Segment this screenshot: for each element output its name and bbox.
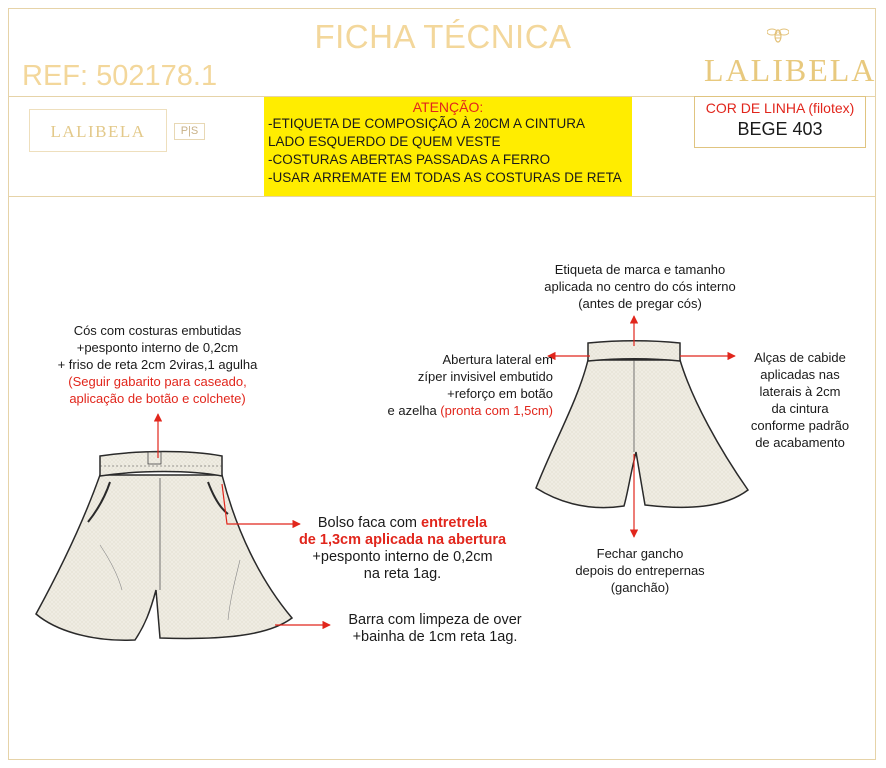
attention-title: ATENÇÃO:	[412, 99, 484, 115]
pocket-note-text: Bolso faca com	[317, 515, 422, 531]
zipper-annotation	[345, 351, 553, 419]
brand-label-note-line: (antes de pregar cós)	[578, 296, 702, 311]
hanger-note-line: de acabamento	[755, 435, 845, 450]
brand-label-note-line: aplicada no centro do cós interno	[544, 279, 736, 294]
attention-line: -ETIQUETA DE COMPOSIÇÃO À 20CM A CINTURA	[268, 116, 586, 131]
hook-note-line: Fechar gancho	[596, 546, 684, 561]
thread-color-value: BEGE 403	[737, 119, 823, 139]
waistband-note-red-line: aplicação de botão e colchete)	[69, 391, 246, 406]
waistband-note-line: +pesponto interno de 0,2cm	[76, 340, 239, 355]
attention-line: -COSTURAS ABERTAS PASSADAS A FERRO	[268, 152, 551, 167]
back-shorts-drawing	[536, 341, 748, 508]
attention-line: -USAR ARREMATE EM TODAS AS COSTURAS DE RETA	[268, 170, 622, 185]
attention-line: LADO ESQUERDO DE QUEM VESTE	[268, 134, 501, 149]
brand-label-annotation	[520, 261, 760, 312]
zipper-note-line: +reforço em botão	[447, 386, 553, 401]
hanger-note-line: conforme padrão	[750, 418, 850, 433]
hook-annotation	[555, 545, 725, 596]
label-tag: LALIBELA	[29, 109, 167, 152]
reference-code: REF: 502178.1	[22, 60, 218, 92]
front-shorts-drawing	[36, 452, 292, 641]
hem-annotation	[335, 612, 535, 646]
brand-logo: LALIBELA	[704, 52, 877, 88]
zipper-note-line: zíper invisivel embutido	[417, 369, 553, 384]
waistband-annotation	[40, 322, 275, 407]
pocket-annotation	[290, 515, 515, 583]
pocket-note-red-line: de 1,3cm aplicada na abertura	[298, 532, 507, 548]
zipper-note-red: (pronta com 1,5cm)	[440, 403, 553, 418]
front-shorts-legs	[36, 475, 292, 640]
hanger-loops-annotation	[735, 349, 865, 451]
pocket-note-line: +pesponto interno de 0,2cm	[312, 549, 493, 565]
pocket-note-line: na reta 1ag.	[363, 566, 442, 582]
size-tag: P|S	[174, 123, 205, 140]
waistband-note-red-line: (Seguir gabarito para caseado,	[68, 374, 247, 389]
hook-note-line: depois do entrepernas	[575, 563, 705, 578]
hanger-note-line: da cintura	[771, 401, 829, 416]
page-title: FICHA TÉCNICA	[314, 18, 572, 55]
waistband-note-line: + friso de reta 2cm 2viras,1 agulha	[57, 357, 258, 372]
hanger-note-line: laterais à 2cm	[759, 384, 841, 399]
waistband-note-line: Cós com costuras embutidas	[73, 323, 242, 338]
pocket-note-red: entretrela	[421, 515, 488, 531]
zipper-note-text: e azelha	[387, 403, 441, 418]
hem-note-line: Barra com limpeza de over	[348, 612, 522, 628]
hanger-note-line: aplicadas nas	[760, 367, 840, 382]
hook-note-line: (ganchão)	[610, 580, 670, 595]
hem-note-line: +bainha de 1cm reta 1ag.	[352, 629, 518, 645]
thread-color-label: COR DE LINHA (filotex)	[705, 100, 855, 116]
back-shorts-legs	[536, 360, 748, 508]
brand-label-note-line: Etiqueta de marca e tamanho	[554, 262, 726, 277]
zipper-note-line: Abertura lateral em	[442, 352, 553, 367]
hanger-note-line: Alças de cabide	[754, 350, 846, 365]
